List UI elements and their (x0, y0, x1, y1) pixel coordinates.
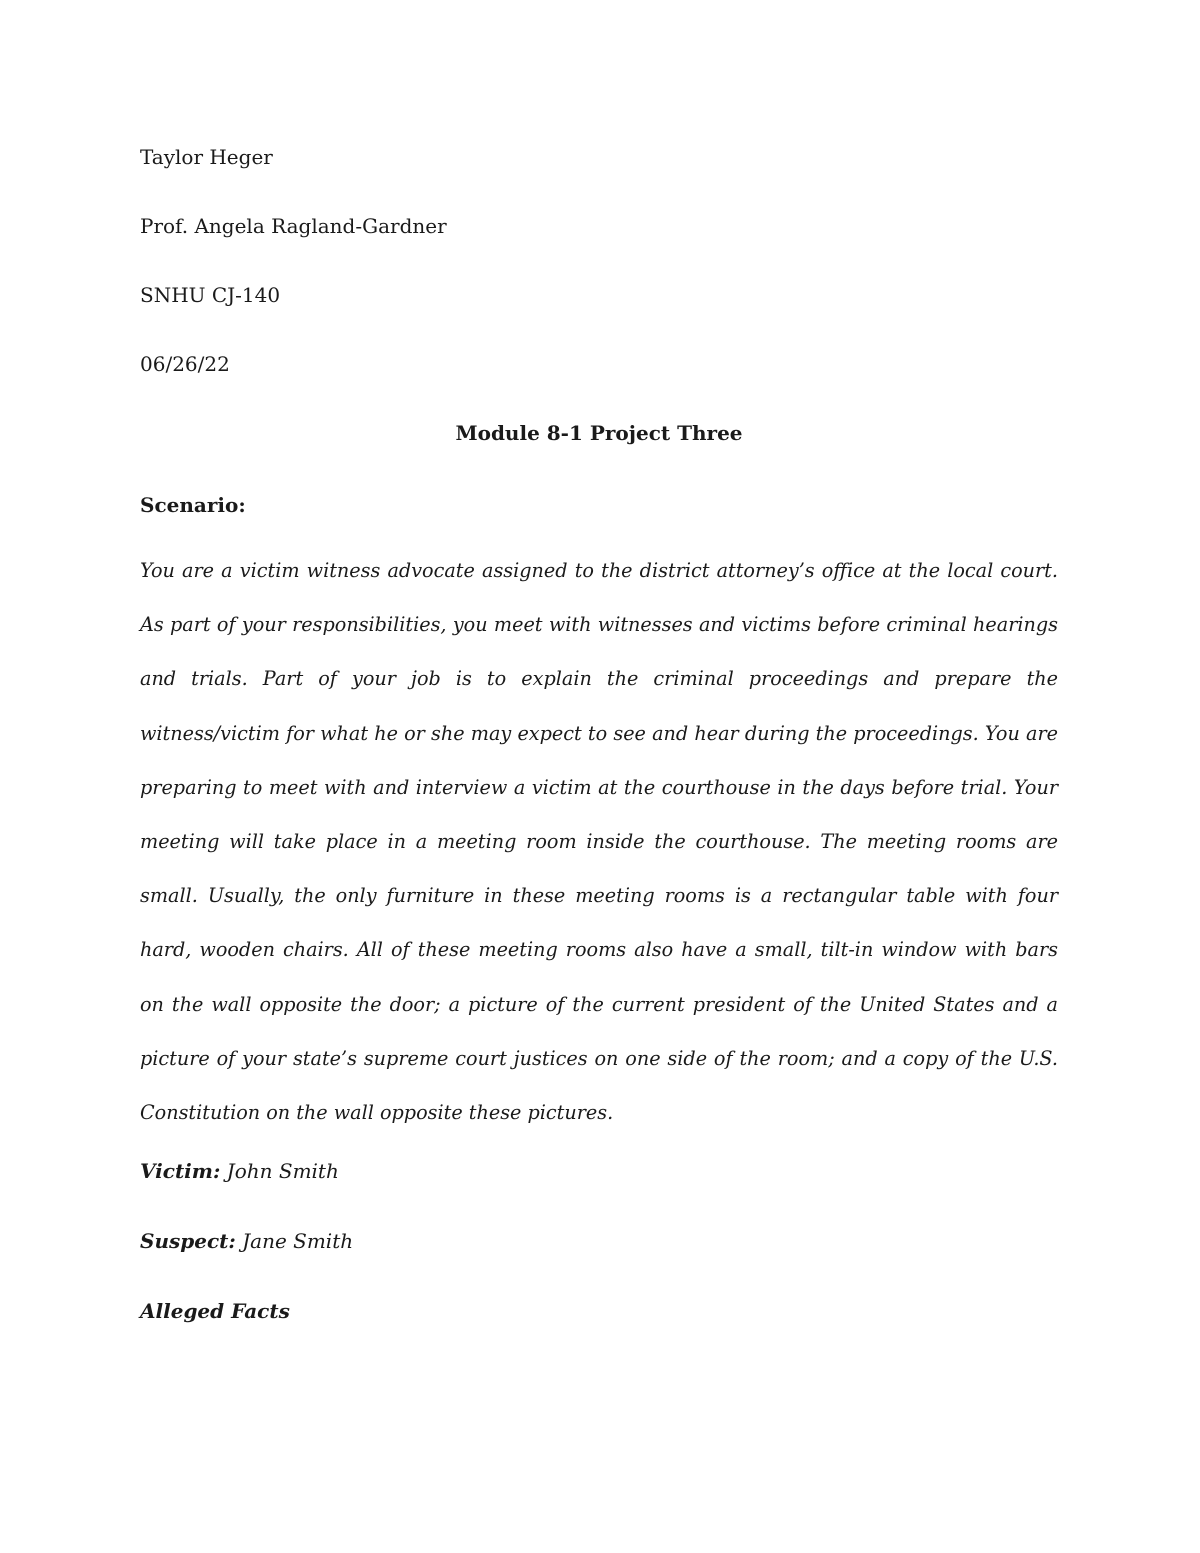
scenario-paragraph: You are a victim witness advocate assigned to the district attorney’s office at the local court. As part of your responsibilities, you meet with witnesses and victims before criminal hearings and trials. Part of your job is to explain the criminal proceedings and prepare the witness/victim for what he or she may expect to see and hear during the proceedings. You are preparing to meet with and interview a victim at the courthouse in the days before trial. Your meeting will take place in a meeting room inside the courthouse. The meeting rooms are small. Usually, the only furniture in these meeting rooms is a rectangular table with four hard, wooden chairs. All of these meeting rooms also have a small, tilt-in window with bars on the wall opposite the door; a picture of the current president of the United States and a picture of your state’s supreme court justices on one side of the room; and a copy of the U.S. Constitution on the wall opposite these pictures. (140, 559, 1058, 1125)
victim-line (140, 1154, 1058, 1188)
course-code: SNHU CJ-140 (140, 283, 281, 307)
scenario-heading: Scenario: (140, 493, 246, 517)
victim-label: Victim: (140, 1159, 221, 1184)
victim-value: John Smith (220, 1159, 339, 1184)
document-content (140, 140, 1058, 1328)
suspect-line (140, 1224, 1058, 1258)
suspect-value: Jane Smith (235, 1229, 354, 1254)
alleged-facts-heading: Alleged Facts (140, 1299, 290, 1324)
student-name: Taylor Heger (140, 145, 273, 169)
document-date: 06/26/22 (140, 352, 230, 376)
suspect-label: Suspect: (140, 1229, 236, 1254)
professor-name: Prof. Angela Ragland-Gardner (140, 214, 447, 238)
document-title: Module 8-1 Project Three (455, 421, 743, 445)
